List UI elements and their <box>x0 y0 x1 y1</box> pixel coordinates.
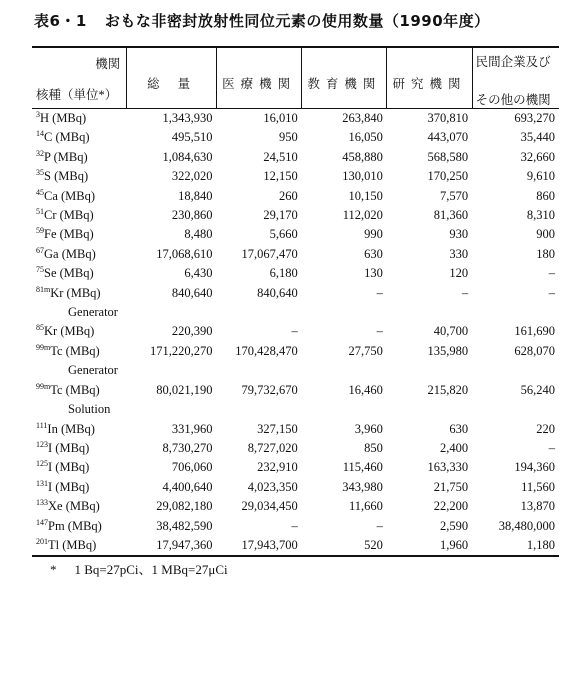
medical-cell <box>217 303 302 322</box>
total-cell: 80,021,190 <box>156 382 213 397</box>
mass-number: 111 <box>36 420 48 430</box>
total-cell: 706,060 <box>171 460 213 475</box>
education-cell: 16,050 <box>348 130 383 145</box>
table-row <box>32 322 559 341</box>
corner-header-nuclide: 核種（単位*） <box>36 88 118 102</box>
mass-number: 131 <box>36 478 48 488</box>
total-cell: 171,220,270 <box>150 343 213 358</box>
header-private: 民間企業及び その他の機関 <box>472 47 559 109</box>
table-row <box>32 187 559 206</box>
nuclide-label: H (MBq) <box>40 111 87 125</box>
private-cell: – <box>548 440 555 455</box>
medical-cell: 6,180 <box>269 266 298 281</box>
private-cell: 56,240 <box>520 382 555 397</box>
nuclide-label: Tl (MBq) <box>48 537 97 552</box>
medical-cell: 12,150 <box>263 169 298 184</box>
private-cell <box>472 303 559 322</box>
education-cell <box>302 303 387 322</box>
nuclide-cell <box>32 458 127 477</box>
nuclide-label: Generator <box>68 305 118 320</box>
table-row <box>32 517 559 536</box>
corner-header-institution: 機関 <box>95 57 121 71</box>
nuclide-cell <box>32 420 127 439</box>
nuclide-label: Tc (MBq) <box>50 343 100 358</box>
nuclide-cell <box>32 322 127 341</box>
education-cell: 115,460 <box>342 460 383 475</box>
education-cell: 16,460 <box>348 382 383 397</box>
nuclide-label: Ca (MBq) <box>44 188 96 203</box>
medical-cell: 327,150 <box>257 421 298 436</box>
total-cell: 1,343,930 <box>162 111 213 125</box>
table-row <box>32 400 559 419</box>
private-cell: 860 <box>536 188 555 203</box>
private-cell: 11,560 <box>521 479 555 494</box>
private-cell: 900 <box>536 227 555 242</box>
table-body <box>32 109 559 557</box>
nuclide-label: Fe (MBq) <box>44 227 94 242</box>
private-cell: 628,070 <box>514 343 555 358</box>
medical-cell: 232,910 <box>257 460 298 475</box>
medical-cell: 8,727,020 <box>247 440 298 455</box>
private-cell: 35,440 <box>520 130 555 145</box>
table-row <box>32 284 559 303</box>
table-row <box>32 361 559 380</box>
private-cell: 32,660 <box>520 149 555 164</box>
medical-cell: 79,732,670 <box>241 382 298 397</box>
research-cell: 21,750 <box>433 479 469 494</box>
nuclide-label: Kr (MBq) <box>44 324 95 339</box>
footnote-text: 1 Bq=27pCi、1 MBq=27μCi <box>74 562 228 577</box>
header-total: 総量 <box>127 47 217 109</box>
table-row <box>32 109 559 129</box>
table-title <box>34 10 554 31</box>
total-cell: 322,020 <box>171 169 213 184</box>
mass-number: 3 <box>36 110 40 119</box>
nuclide-cell <box>32 303 127 322</box>
nuclide-cell <box>32 109 127 129</box>
research-cell: 22,200 <box>433 499 469 514</box>
table-row <box>32 206 559 225</box>
research-cell: 443,070 <box>427 130 469 145</box>
nuclide-cell <box>32 439 127 458</box>
nuclide-label: Ga (MBq) <box>44 246 96 261</box>
education-cell: 990 <box>364 227 383 242</box>
research-cell: 330 <box>449 246 469 261</box>
nuclide-label: S (MBq) <box>44 169 89 184</box>
private-cell: 220 <box>536 421 555 436</box>
research-cell: 135,980 <box>427 343 469 358</box>
research-cell: 120 <box>449 266 469 281</box>
private-cell: 693,270 <box>514 111 555 125</box>
medical-cell: 17,067,470 <box>241 246 298 261</box>
nuclide-label: Pm (MBq) <box>48 518 102 533</box>
table-row <box>32 381 559 400</box>
research-cell: 568,580 <box>427 149 469 164</box>
medical-cell: 950 <box>278 130 298 145</box>
table-row <box>32 420 559 439</box>
medical-cell: 4,023,350 <box>247 479 298 494</box>
education-cell: 130,010 <box>342 169 383 184</box>
header-research: 研究機関 <box>387 47 472 109</box>
nuclide-label: Xe (MBq) <box>48 499 100 514</box>
nuclide-cell <box>32 167 127 186</box>
table-number: 表6・1 <box>34 12 87 30</box>
header-row <box>32 47 559 109</box>
nuclide-cell <box>32 148 127 167</box>
mass-number: 123 <box>36 439 48 449</box>
total-cell: 331,960 <box>171 421 213 436</box>
nuclide-label: C (MBq) <box>44 130 90 145</box>
nuclide-cell <box>32 381 127 400</box>
education-cell: 112,020 <box>342 208 383 223</box>
private-cell: 8,310 <box>526 208 555 223</box>
mass-number: 45 <box>36 187 44 197</box>
education-cell: 3,960 <box>354 421 383 436</box>
nuclide-label: I (MBq) <box>48 440 90 455</box>
total-cell <box>127 303 217 322</box>
total-cell: 29,082,180 <box>156 499 213 514</box>
research-cell: 7,570 <box>439 188 469 203</box>
nuclide-cell <box>32 478 127 497</box>
table-row <box>32 264 559 283</box>
mass-number: 99m <box>36 342 51 352</box>
mass-number: 67 <box>36 245 44 255</box>
total-cell: 495,510 <box>171 130 213 145</box>
total-cell: 6,430 <box>184 266 213 281</box>
medical-cell: – <box>291 324 298 339</box>
total-cell: 230,860 <box>171 208 213 223</box>
total-cell <box>127 361 217 380</box>
private-cell: 194,360 <box>514 460 555 475</box>
medical-cell: 16,010 <box>263 111 298 125</box>
medical-cell: 5,660 <box>269 227 298 242</box>
total-cell: 8,480 <box>184 227 213 242</box>
total-cell: 18,840 <box>178 188 213 203</box>
nuclide-label: Kr (MBq) <box>50 285 101 300</box>
nuclide-label: I (MBq) <box>48 460 90 475</box>
medical-cell: 17,943,700 <box>217 536 302 556</box>
education-cell <box>302 400 387 419</box>
table-row <box>32 148 559 167</box>
private-cell: 180 <box>536 246 555 261</box>
mass-number: 125 <box>36 459 48 469</box>
table-row <box>32 478 559 497</box>
mass-number: 59 <box>36 226 44 236</box>
table-row <box>32 225 559 244</box>
nuclide-cell <box>32 225 127 244</box>
nuclide-label: I (MBq) <box>48 479 90 494</box>
medical-cell <box>217 361 302 380</box>
nuclide-cell <box>32 284 127 303</box>
nuclide-cell <box>32 264 127 283</box>
mass-number: 32 <box>36 148 44 158</box>
research-cell <box>387 400 472 419</box>
research-cell: 163,330 <box>427 460 469 475</box>
medical-cell: 260 <box>278 188 298 203</box>
nuclide-cell <box>32 342 127 361</box>
research-cell: – <box>461 285 469 300</box>
research-cell <box>387 361 472 380</box>
nuclide-cell <box>32 517 127 536</box>
table-row <box>32 245 559 264</box>
nuclide-label: Se (MBq) <box>44 266 94 281</box>
mass-number: 35 <box>36 168 44 178</box>
total-cell: 840,640 <box>171 285 213 300</box>
research-cell: 2,400 <box>439 440 469 455</box>
research-cell <box>387 303 472 322</box>
private-cell: – <box>548 285 555 300</box>
education-cell: 458,880 <box>342 149 383 164</box>
education-cell <box>302 361 387 380</box>
research-cell: 215,820 <box>427 382 469 397</box>
private-cell: 9,610 <box>526 169 555 184</box>
nuclide-label: P (MBq) <box>44 149 88 164</box>
education-cell: 520 <box>302 536 387 556</box>
table-row <box>32 342 559 361</box>
education-cell: 130 <box>364 266 383 281</box>
header-education: 教育機関 <box>302 47 387 109</box>
footnote <box>50 559 228 578</box>
corner-header <box>32 47 127 109</box>
table-row <box>32 497 559 516</box>
footnote-mark: * <box>50 562 57 577</box>
education-cell: 27,750 <box>348 343 383 358</box>
nuclide-cell <box>32 206 127 225</box>
nuclide-cell <box>32 400 127 419</box>
research-cell: 40,700 <box>433 324 469 339</box>
total-cell: 220,390 <box>171 324 213 339</box>
medical-cell: – <box>291 518 298 533</box>
medical-cell: 840,640 <box>257 285 298 300</box>
private-cell: 38,480,000 <box>498 518 555 533</box>
education-cell: 10,150 <box>348 188 383 203</box>
mass-number: 51 <box>36 207 44 217</box>
research-cell: 81,360 <box>433 208 469 223</box>
education-cell: 850 <box>364 440 383 455</box>
nuclide-cell <box>32 187 127 206</box>
education-cell: 343,980 <box>342 479 383 494</box>
usage-table <box>32 46 559 557</box>
research-cell: 930 <box>449 227 469 242</box>
private-cell: – <box>548 266 555 281</box>
mass-number: 14 <box>36 129 44 139</box>
total-cell: 1,084,630 <box>162 149 213 164</box>
nuclide-cell <box>32 536 127 556</box>
table-row <box>32 458 559 477</box>
research-cell: 2,590 <box>439 518 469 533</box>
nuclide-label: Cr (MBq) <box>44 208 94 223</box>
research-cell: 1,960 <box>387 536 472 556</box>
nuclide-cell <box>32 361 127 380</box>
header-medical: 医療機関 <box>217 47 302 109</box>
private-cell <box>472 400 559 419</box>
total-cell: 17,068,610 <box>156 246 213 261</box>
mass-number: 147 <box>36 517 48 527</box>
mass-number: 99m <box>36 381 51 391</box>
research-cell: 630 <box>449 421 469 436</box>
mass-number: 81m <box>36 284 51 294</box>
table-title-text: おもな非密封放射性同位元素の使用数量（1990年度） <box>104 12 490 30</box>
nuclide-label: Tc (MBq) <box>50 382 100 397</box>
mass-number: 201 <box>36 536 48 546</box>
research-cell: 370,810 <box>427 111 469 125</box>
nuclide-label: In (MBq) <box>47 421 95 436</box>
research-cell: 170,250 <box>427 169 469 184</box>
nuclide-cell <box>32 128 127 147</box>
mass-number: 85 <box>36 323 44 333</box>
private-cell: 161,690 <box>514 324 555 339</box>
total-cell <box>127 400 217 419</box>
medical-cell: 29,170 <box>263 208 298 223</box>
total-cell: 17,947,360 <box>127 536 217 556</box>
total-cell: 38,482,590 <box>156 518 213 533</box>
private-cell: 1,180 <box>472 536 559 556</box>
total-cell: 4,400,640 <box>162 479 213 494</box>
nuclide-cell <box>32 497 127 516</box>
table-row <box>32 536 559 556</box>
table-row <box>32 128 559 147</box>
mass-number: 133 <box>36 498 48 508</box>
medical-cell: 170,428,470 <box>235 343 298 358</box>
education-cell: – <box>376 324 383 339</box>
medical-cell: 24,510 <box>263 149 298 164</box>
education-cell: 630 <box>364 246 383 261</box>
total-cell: 8,730,270 <box>162 440 213 455</box>
education-cell: 11,660 <box>349 499 383 514</box>
education-cell: – <box>376 285 383 300</box>
nuclide-label: Solution <box>68 402 111 417</box>
education-cell: – <box>376 518 383 533</box>
table-row <box>32 167 559 186</box>
medical-cell: 29,034,450 <box>241 499 298 514</box>
mass-number: 75 <box>36 265 44 275</box>
private-cell <box>472 361 559 380</box>
education-cell: 263,840 <box>342 111 383 125</box>
nuclide-label: Generator <box>68 363 118 378</box>
nuclide-cell <box>32 245 127 264</box>
table-row <box>32 303 559 322</box>
private-cell: 13,870 <box>520 499 555 514</box>
medical-cell <box>217 400 302 419</box>
table-row <box>32 439 559 458</box>
